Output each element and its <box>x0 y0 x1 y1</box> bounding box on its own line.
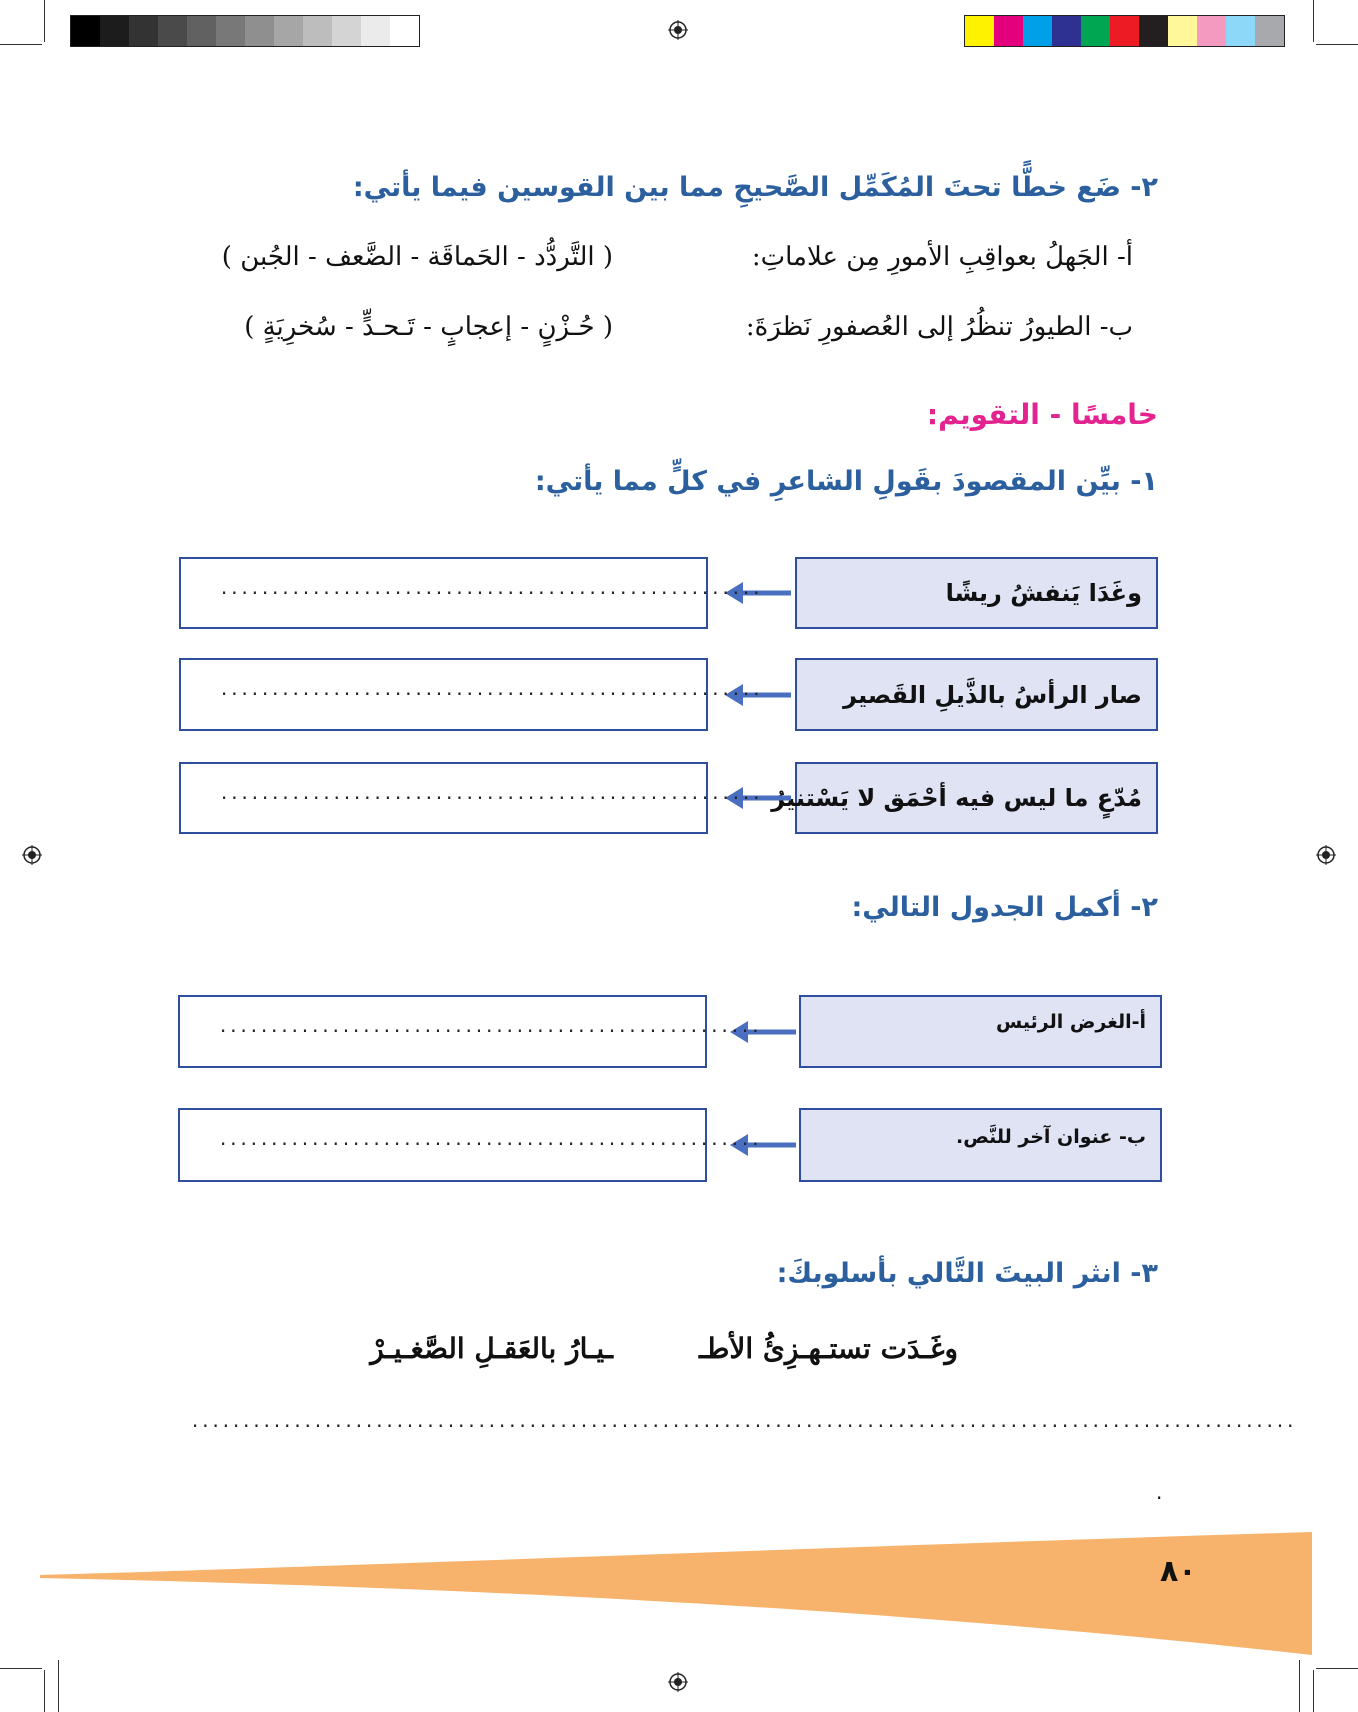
crop-mark <box>0 44 42 45</box>
table-label-box <box>799 995 1162 1068</box>
answer-dots: ..................................................... <box>218 1017 761 1037</box>
question1-heading: ١- بيِّن المقصودَ بقَولِ الشاعرِ في كلٍّ مما يأتي: <box>534 466 1158 497</box>
stray-mark: . <box>1156 1480 1163 1504</box>
answer-dots: ..................................................... <box>219 579 762 599</box>
color-calibration-bar <box>964 15 1285 47</box>
section-heading: خامسًا - التقويم: <box>926 398 1158 431</box>
crop-mark <box>44 0 45 42</box>
answer-dots: ..................................................... <box>219 680 762 700</box>
verse-second-hemistich: ـيـارُ بالعَقـلِ الصَّغـيـرْ <box>370 1332 613 1365</box>
crop-mark <box>58 1660 59 1712</box>
phrase-box <box>795 557 1158 629</box>
crop-mark <box>44 1670 45 1712</box>
registration-mark-icon <box>22 845 42 865</box>
answer-dots: ..................................................... <box>218 1130 761 1150</box>
crop-mark <box>1313 1670 1314 1712</box>
exercise2-item-b-choices: ( حُـزْنٍ - إعجابٍ - تَـحـدٍّ - سُخرِيَةٍ ) <box>244 312 613 342</box>
crop-mark <box>0 1668 42 1669</box>
crop-mark <box>1299 1660 1300 1712</box>
footer-swoosh <box>0 1520 1358 1660</box>
exercise2-item-a-choices: ( التَّردُّد - الحَماقَة - الضَّعف - الجُبن ) <box>221 242 613 272</box>
registration-mark-icon <box>668 20 688 40</box>
answer-dots: ..................................................... <box>219 784 762 804</box>
phrase-text: صار الرأسُ بالذَّيلِ القَصير <box>843 680 1142 709</box>
answer-box[interactable] <box>179 762 762 834</box>
registration-mark-icon <box>668 1672 688 1692</box>
phrase-text: وغَدَا يَنفشُ ريشًا <box>945 579 1142 607</box>
crop-mark <box>1316 44 1358 45</box>
exercise2-heading: ٢- ضَع خطًّا تحتَ المُكَمِّل الصَّحيحِ مما بين القوسين فيما يأتي: <box>352 172 1158 203</box>
answer-box[interactable] <box>178 995 761 1068</box>
exercise2-item-a-text: أ- الجَهلُ بعواقِبِ الأمورِ مِن علاماتِ: <box>751 242 1133 272</box>
crop-mark <box>1313 0 1314 42</box>
crop-mark <box>1316 1668 1358 1669</box>
answer-line[interactable]: ............................................................................................................ <box>190 1412 1296 1432</box>
table-label-text: أ-الغرض الرئيس <box>996 1011 1146 1033</box>
registration-mark-icon <box>1316 845 1336 865</box>
question2-heading: ٢- أكمل الجدول التالي: <box>851 892 1158 923</box>
question3-heading: ٣- انثر البيتَ التَّالي بأسلوبكَ: <box>776 1258 1158 1289</box>
answer-box[interactable] <box>179 658 762 731</box>
table-label-box <box>799 1108 1162 1182</box>
phrase-text: مُدّعٍ ما ليس فيه أحْمَق لا يَسْتنيرُ <box>771 784 1142 812</box>
page-number: ٨٠ <box>1160 1554 1197 1589</box>
exercise2-item-b-text: ب- الطيورُ تنظُرُ إلى العُصفورِ نَظرَةَ: <box>745 312 1133 342</box>
phrase-box <box>795 658 1158 731</box>
table-label-text: ب- عنوان آخر للنَّص. <box>955 1126 1146 1148</box>
verse-first-hemistich: وغَـدَت تستـهـزِئُ الأطـ <box>698 1332 958 1365</box>
phrase-box <box>771 762 1158 834</box>
grayscale-calibration-bar <box>70 15 420 47</box>
answer-box[interactable] <box>179 557 762 629</box>
answer-box[interactable] <box>178 1108 761 1182</box>
